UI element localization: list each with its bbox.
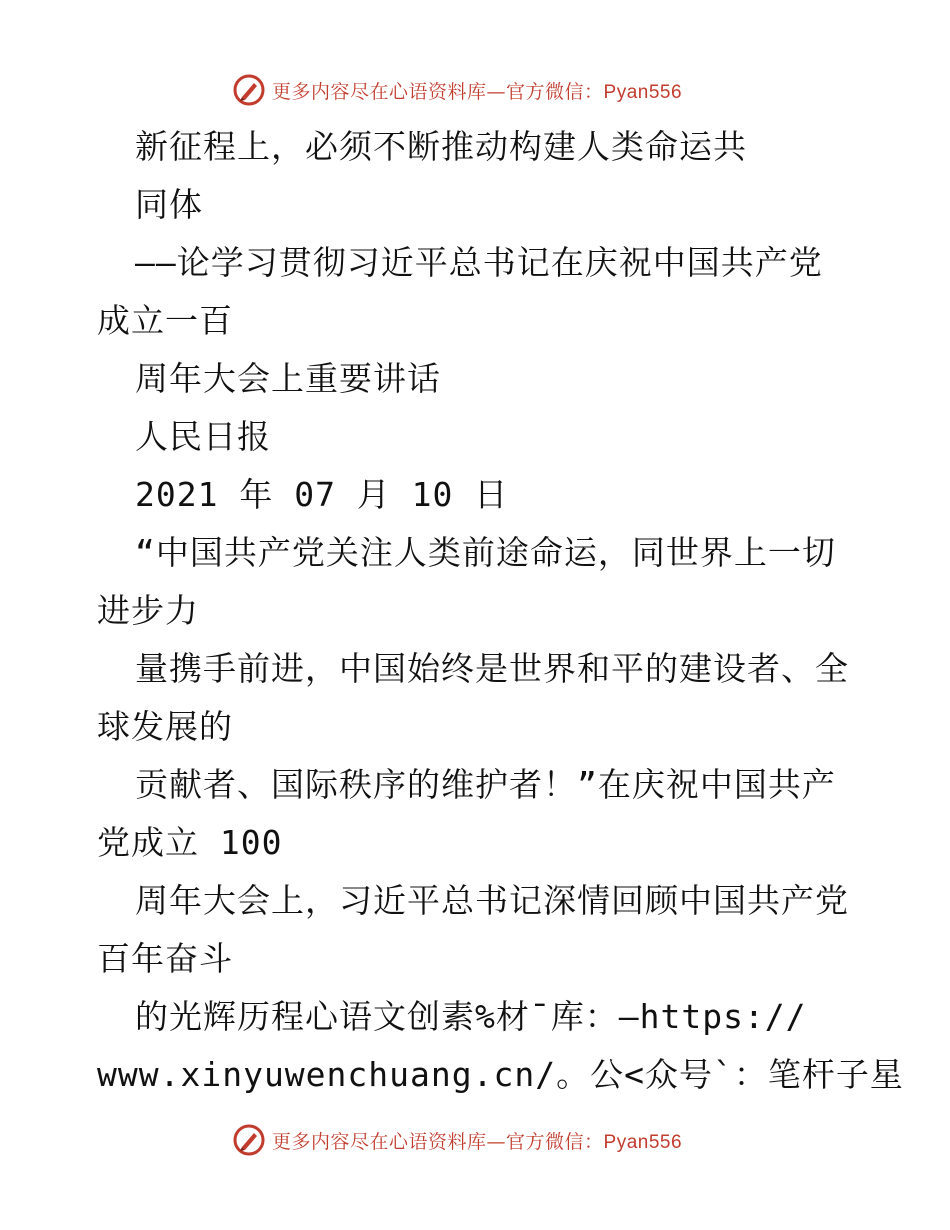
footer-watermark	[232, 1120, 682, 1160]
text-line: 同体	[135, 185, 203, 224]
text-line: “中国共产党关注人类前途命运，同世界上一切	[135, 533, 836, 572]
watermark-text	[272, 77, 682, 104]
text-line: 党成立 100	[97, 823, 283, 862]
text-line: 周年大会上重要讲话	[135, 359, 441, 398]
text-line: 贡献者、国际秩序的维护者！”在庆祝中国共产	[135, 765, 836, 804]
text-line: 新征程上，必须不断推动构建人类命运共	[135, 127, 747, 166]
watermark-label: 官方微信：	[506, 80, 604, 103]
pen-logo-icon	[232, 73, 266, 107]
date-line: 2021 年 07 月 10 日	[135, 475, 509, 514]
header-watermark	[232, 70, 682, 110]
watermark-separator: —	[486, 1130, 507, 1153]
text-line: ——论学习贯彻习近平总书记在庆祝中国共产党	[135, 243, 823, 282]
watermark-main: 更多内容尽在心语资料库	[272, 80, 487, 103]
watermark-main: 更多内容尽在心语资料库	[272, 1130, 487, 1153]
text-line: 成立一百	[97, 301, 233, 340]
text-line: www.xinyuwenchuang.cn/。公<众号`：笔杆子星	[97, 1055, 904, 1094]
text-line: 百年奋斗	[97, 939, 233, 978]
text-line: 量携手前进，中国始终是世界和平的建设者、全	[135, 649, 849, 688]
pen-logo-icon	[232, 1123, 266, 1157]
watermark-label: 官方微信：	[506, 1130, 604, 1153]
watermark-separator: —	[486, 80, 507, 103]
text-line: 进步力	[97, 591, 199, 630]
text-line: 周年大会上，习近平总书记深情回顾中国共产党	[135, 881, 849, 920]
watermark-text	[272, 1127, 682, 1154]
watermark-id: Pyan556	[603, 1131, 683, 1153]
watermark-id: Pyan556	[603, 81, 683, 103]
text-line: 球发展的	[97, 707, 233, 746]
text-line: 的光辉历程心语文创素%材¯库：—https://	[135, 997, 807, 1036]
text-line: 人民日报	[135, 417, 271, 456]
